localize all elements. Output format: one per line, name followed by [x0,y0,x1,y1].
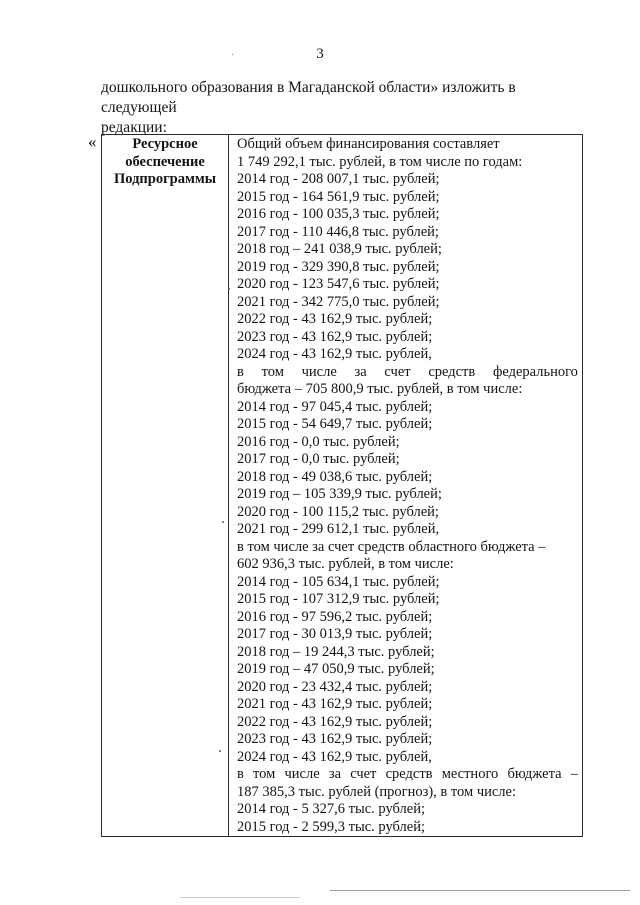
financing-line: 2020 год - 100 115,2 тыс. рублей; [237,503,439,520]
financing-line: 2014 год - 97 045,4 тыс. рублей; [237,398,433,415]
opening-quote-mark: « [88,132,97,151]
financing-line: 2024 год - 43 162,9 тыс. рублей, [237,748,432,765]
financing-line: 2019 год – 105 339,9 тыс. рублей; [237,486,442,502]
scan-artifact-line [330,890,630,891]
financing-line: 2015 год - 164 561,9 тыс. рублей; [237,188,440,205]
table-left-cell [102,135,229,836]
financing-line: 2015 год - 2 599,3 тыс. рублей; [237,818,425,835]
financing-line: 2019 год - 329 390,8 тыс. рублей; [237,258,440,275]
justified-word: в [237,363,244,380]
justified-word: в [237,766,244,782]
financing-line: 1 749 292,1 тыс. рублей, в том числе по годам: [237,153,523,170]
financing-line: 2014 год - 208 007,1 тыс. рублей; [237,171,440,187]
financing-line: 2020 год - 23 432,4 тыс. рублей; [237,678,433,695]
financing-line: 187 385,3 тыс. рублей (прогноз), в том числе: [237,783,517,800]
financing-line: 2018 год – 19 244,3 тыс. рублей; [237,643,435,660]
financing-line: 2020 год - 123 547,6 тыс. рублей; [237,276,440,292]
financing-line: 2014 год - 5 327,6 тыс. рублей; [237,801,425,817]
financing-line: 2023 год - 43 162,9 тыс. рублей; [237,731,433,747]
financing-line: 2017 год - 0,0 тыс. рублей; [237,451,400,467]
financing-line: Общий объем финансирования составляет [237,136,500,152]
financing-line: 2017 год - 110 446,8 тыс. рублей; [237,223,439,240]
intro-line-1: дошкольного образования в Магаданской области» изложить в следующей [101,79,516,116]
justified-word: числе [301,363,337,380]
justified-word: федерального [492,363,578,380]
financing-line: бюджета – 705 800,9 тыс. рублей, в том числе: [237,381,523,397]
financing-line: 2017 год - 30 013,9 тыс. рублей; [237,626,433,642]
intro-line-2: редакции: [101,119,167,136]
financing-line: 2021 год - 299 612,1 тыс. рублей, [237,521,440,537]
justified-word: счет [384,363,411,380]
financing-line [237,364,578,382]
financing-line [237,766,578,784]
scan-speck [222,521,224,523]
justified-word: – [570,766,578,782]
scan-speck [228,288,230,290]
financing-line: 2022 год - 43 162,9 тыс. рублей; [237,311,433,327]
justified-word: числе [284,766,320,782]
financing-line: 2016 год - 97 596,2 тыс. рублей; [237,608,433,625]
financing-line: 2016 год - 0,0 тыс. рублей; [237,433,400,450]
financing-line: 2018 год – 241 038,9 тыс. рублей; [237,241,442,257]
justified-word: за [354,363,367,380]
justified-word: бюджета [507,766,562,782]
page-number: 3 [316,46,324,62]
left-title-line: Ресурсное [132,136,198,152]
financing-line: 2021 год - 43 162,9 тыс. рублей; [237,696,433,712]
financing-line: 2022 год - 43 162,9 тыс. рублей; [237,713,433,730]
financing-line: 2023 год - 43 162,9 тыс. рублей; [237,328,433,345]
financing-line: 2016 год - 100 035,3 тыс. рублей; [237,206,440,222]
intro-paragraph [101,78,581,138]
financing-line: 602 936,3 тыс. рублей, в том числе: [237,556,454,572]
left-title-line: обеспечение [125,153,205,170]
justified-word: том [261,363,284,380]
justified-word: за [328,766,342,782]
financing-line: в том числе за счет средств областного бюджета – [237,538,546,555]
justified-word: местного [441,766,499,782]
table-right-cell [229,135,582,836]
financing-line: 2014 год - 105 634,1 тыс. рублей; [237,573,440,590]
left-title-line: Подпрограммы [113,171,217,187]
scan-speck [232,54,233,55]
justified-word: средств [385,766,433,782]
resource-table [101,134,583,837]
justified-word: счет [350,766,377,782]
financing-line: 2015 год - 107 312,9 тыс. рублей; [237,591,440,607]
financing-line: 2015 год - 54 649,7 тыс. рублей; [237,416,433,432]
scan-speck [219,750,221,752]
financing-line: 2018 год - 49 038,6 тыс. рублей; [237,468,433,485]
financing-line: 2021 год - 342 775,0 тыс. рублей; [237,293,440,310]
financing-line: 2024 год - 43 162,9 тыс. рублей, [237,346,432,362]
justified-word: том [253,766,276,782]
scan-artifact-line [180,897,300,898]
justified-word: средств [428,363,476,380]
financing-line: 2019 год – 47 050,9 тыс. рублей; [237,661,435,677]
